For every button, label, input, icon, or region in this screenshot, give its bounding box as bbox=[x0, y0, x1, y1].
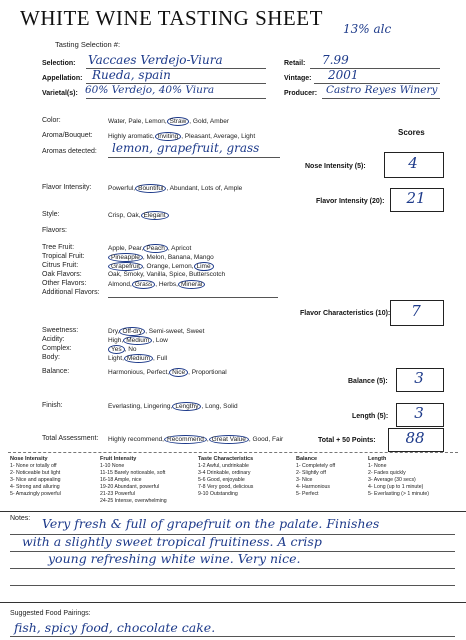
length-score: 3 bbox=[414, 404, 424, 422]
body-options: Light, Medium , Full bbox=[108, 355, 168, 362]
flavors-label: Flavors: bbox=[42, 227, 67, 234]
oak-flavors-options: Oak, Smoky, Vanilla, Spice, Butterscotch bbox=[108, 271, 226, 278]
varietal-label: Varietal(s): bbox=[42, 90, 78, 97]
other-flavors-options: Almond, Grass , Herbs, Mineral bbox=[108, 280, 205, 289]
selection-value[interactable]: Vaccaes Verdejo-Viura bbox=[88, 53, 223, 67]
balance-options: Harmonious, Perfect, Nice , Proportional bbox=[108, 369, 227, 376]
total-points-score: 88 bbox=[405, 429, 425, 447]
legend-fruit: Fruit Intensity 1-10 None 11-15 Barely noticeable, soft 16-18 Ample, nice 19-20 Abundant, powerful 21-23 Powerful 24-25 Intense, overwhelming bbox=[100, 456, 167, 504]
style-options: Crisp, Oak, Elegant bbox=[108, 211, 169, 220]
appellation-value[interactable]: Rueda, spain bbox=[92, 68, 171, 82]
style-label: Style: bbox=[42, 211, 60, 218]
legend-balance: Balance 1- Completely off 2- Slightly off 3- Nice 4- Harmonious 5- Perfect bbox=[296, 456, 336, 497]
citrus-fruit-label: Citrus Fruit: bbox=[42, 262, 79, 269]
food-pairings-value[interactable]: fish, spicy food, chocolate cake. bbox=[14, 620, 216, 635]
retail-label: Retail: bbox=[284, 60, 306, 67]
retail-value[interactable]: 7.99 bbox=[322, 53, 349, 67]
finish-options: Everlasting, Lingering, Lengthy , Long, Solid bbox=[108, 403, 238, 410]
oak-flavors-label: Oak Flavors: bbox=[42, 271, 82, 278]
additional-flavors-label: Additional Flavors: bbox=[42, 289, 100, 296]
acidity-label: Acidity: bbox=[42, 336, 65, 343]
body-label: Body: bbox=[42, 354, 60, 361]
total-assessment-options: Highly recommend, Recommend , Great Value , Good, Fair bbox=[108, 436, 284, 443]
flavor-intensity-score: 21 bbox=[406, 189, 426, 207]
finish-label: Finish: bbox=[42, 402, 63, 409]
notes-line-1[interactable]: Very fresh & full of grapefruit on the palate. Finishes bbox=[42, 516, 380, 531]
legend-taste: Taste Characteristics 1-2 Awful, undrinkable 3-4 Drinkable, ordinary 5-6 Good, enjoyable 7-8 Very good, delicious 9-10 Outstanding bbox=[198, 456, 254, 497]
producer-label: Producer: bbox=[284, 90, 318, 97]
sweetness-label: Sweetness: bbox=[42, 327, 79, 334]
length-score-label: Length (5): bbox=[352, 413, 389, 420]
notes-label: Notes: bbox=[10, 515, 31, 522]
vintage-label: Vintage: bbox=[284, 75, 312, 82]
flavor-characteristics-score: 7 bbox=[411, 302, 421, 320]
legend-nose: Nose Intensity 1- None or totally off 2- Noticeable but light 3- Nice and appealing 4- Strong and alluring 5- Amazingly powerful bbox=[10, 456, 61, 497]
tasting-selection-label: Tasting Selection #: bbox=[55, 40, 121, 49]
alcohol-note: 13% alc bbox=[343, 22, 392, 36]
page-title: WHITE WINE TASTING SHEET bbox=[20, 6, 323, 30]
color-options: Water, Pale, Lemon, Straw , Gold, Amber bbox=[108, 118, 230, 125]
flavor-characteristics-label: Flavor Characteristics (10): bbox=[300, 310, 391, 317]
acidity-options: High, Medium , Low bbox=[108, 337, 168, 344]
citrus-fruit-options: Grapefruit , Orange, Lemon, Lime bbox=[108, 262, 214, 271]
balance-label: Balance: bbox=[42, 368, 70, 375]
aroma-label: Aroma/Bouquet: bbox=[42, 132, 93, 139]
flavor-intensity-label: Flavor Intensity: bbox=[42, 184, 92, 191]
aroma-options: Highly aromatic, Inviting , Pleasant, Average, Light bbox=[108, 133, 256, 140]
tree-fruit-options: Apple, Pear, Peach , Apricot bbox=[108, 245, 192, 252]
nose-intensity-label: Nose Intensity (5): bbox=[305, 163, 366, 170]
appellation-label: Appellation: bbox=[42, 75, 83, 82]
aromas-detected-label: Aromas detected: bbox=[42, 148, 97, 155]
total-points-label: Total + 50 Points: bbox=[318, 437, 376, 444]
flavor-intensity-options: Powerful, Bountiful , Abundant, Lots of, Ample bbox=[108, 185, 243, 192]
food-pairings-label: Suggested Food Pairings: bbox=[10, 610, 91, 617]
notes-line-3[interactable]: young refreshing white wine. Very nice. bbox=[48, 551, 301, 566]
balance-score: 3 bbox=[414, 369, 424, 387]
vintage-value[interactable]: 2001 bbox=[328, 68, 359, 82]
tropical-fruit-options: Pineapple , Melon, Banana, Mango bbox=[108, 253, 214, 262]
notes-line-2[interactable]: with a slightly sweet tropical fruitiness. A crisp bbox=[22, 534, 322, 549]
total-assessment-label: Total Assessment: bbox=[42, 435, 99, 442]
scores-label: Scores bbox=[398, 128, 425, 137]
tropical-fruit-label: Tropical Fruit: bbox=[42, 253, 85, 260]
tree-fruit-label: Tree Fruit: bbox=[42, 244, 75, 251]
other-flavors-label: Other Flavors: bbox=[42, 280, 87, 287]
aromas-detected-value[interactable]: lemon, grapefruit, grass bbox=[112, 141, 260, 155]
nose-intensity-score: 4 bbox=[408, 154, 418, 172]
sweetness-options: Dry, Off-dry , Semi-sweet, Sweet bbox=[108, 328, 205, 335]
varietal-value[interactable]: 60% Verdejo, 40% Viura bbox=[85, 84, 215, 96]
producer-value[interactable]: Castro Reyes Winery bbox=[326, 84, 438, 96]
flavor-intensity-score-label: Flavor Intensity (20): bbox=[316, 198, 385, 205]
color-label: Color: bbox=[42, 117, 61, 124]
complex-options: Yes , No bbox=[108, 345, 137, 354]
complex-label: Complex: bbox=[42, 345, 72, 352]
selection-label: Selection: bbox=[42, 60, 76, 67]
balance-score-label: Balance (5): bbox=[348, 378, 388, 385]
legend-length: Length 1- None 2- Fades quickly 3- Average (30 secs) 4- Long (up to 1 minute) 5- Everlasting (> 1 minute) bbox=[368, 456, 429, 497]
